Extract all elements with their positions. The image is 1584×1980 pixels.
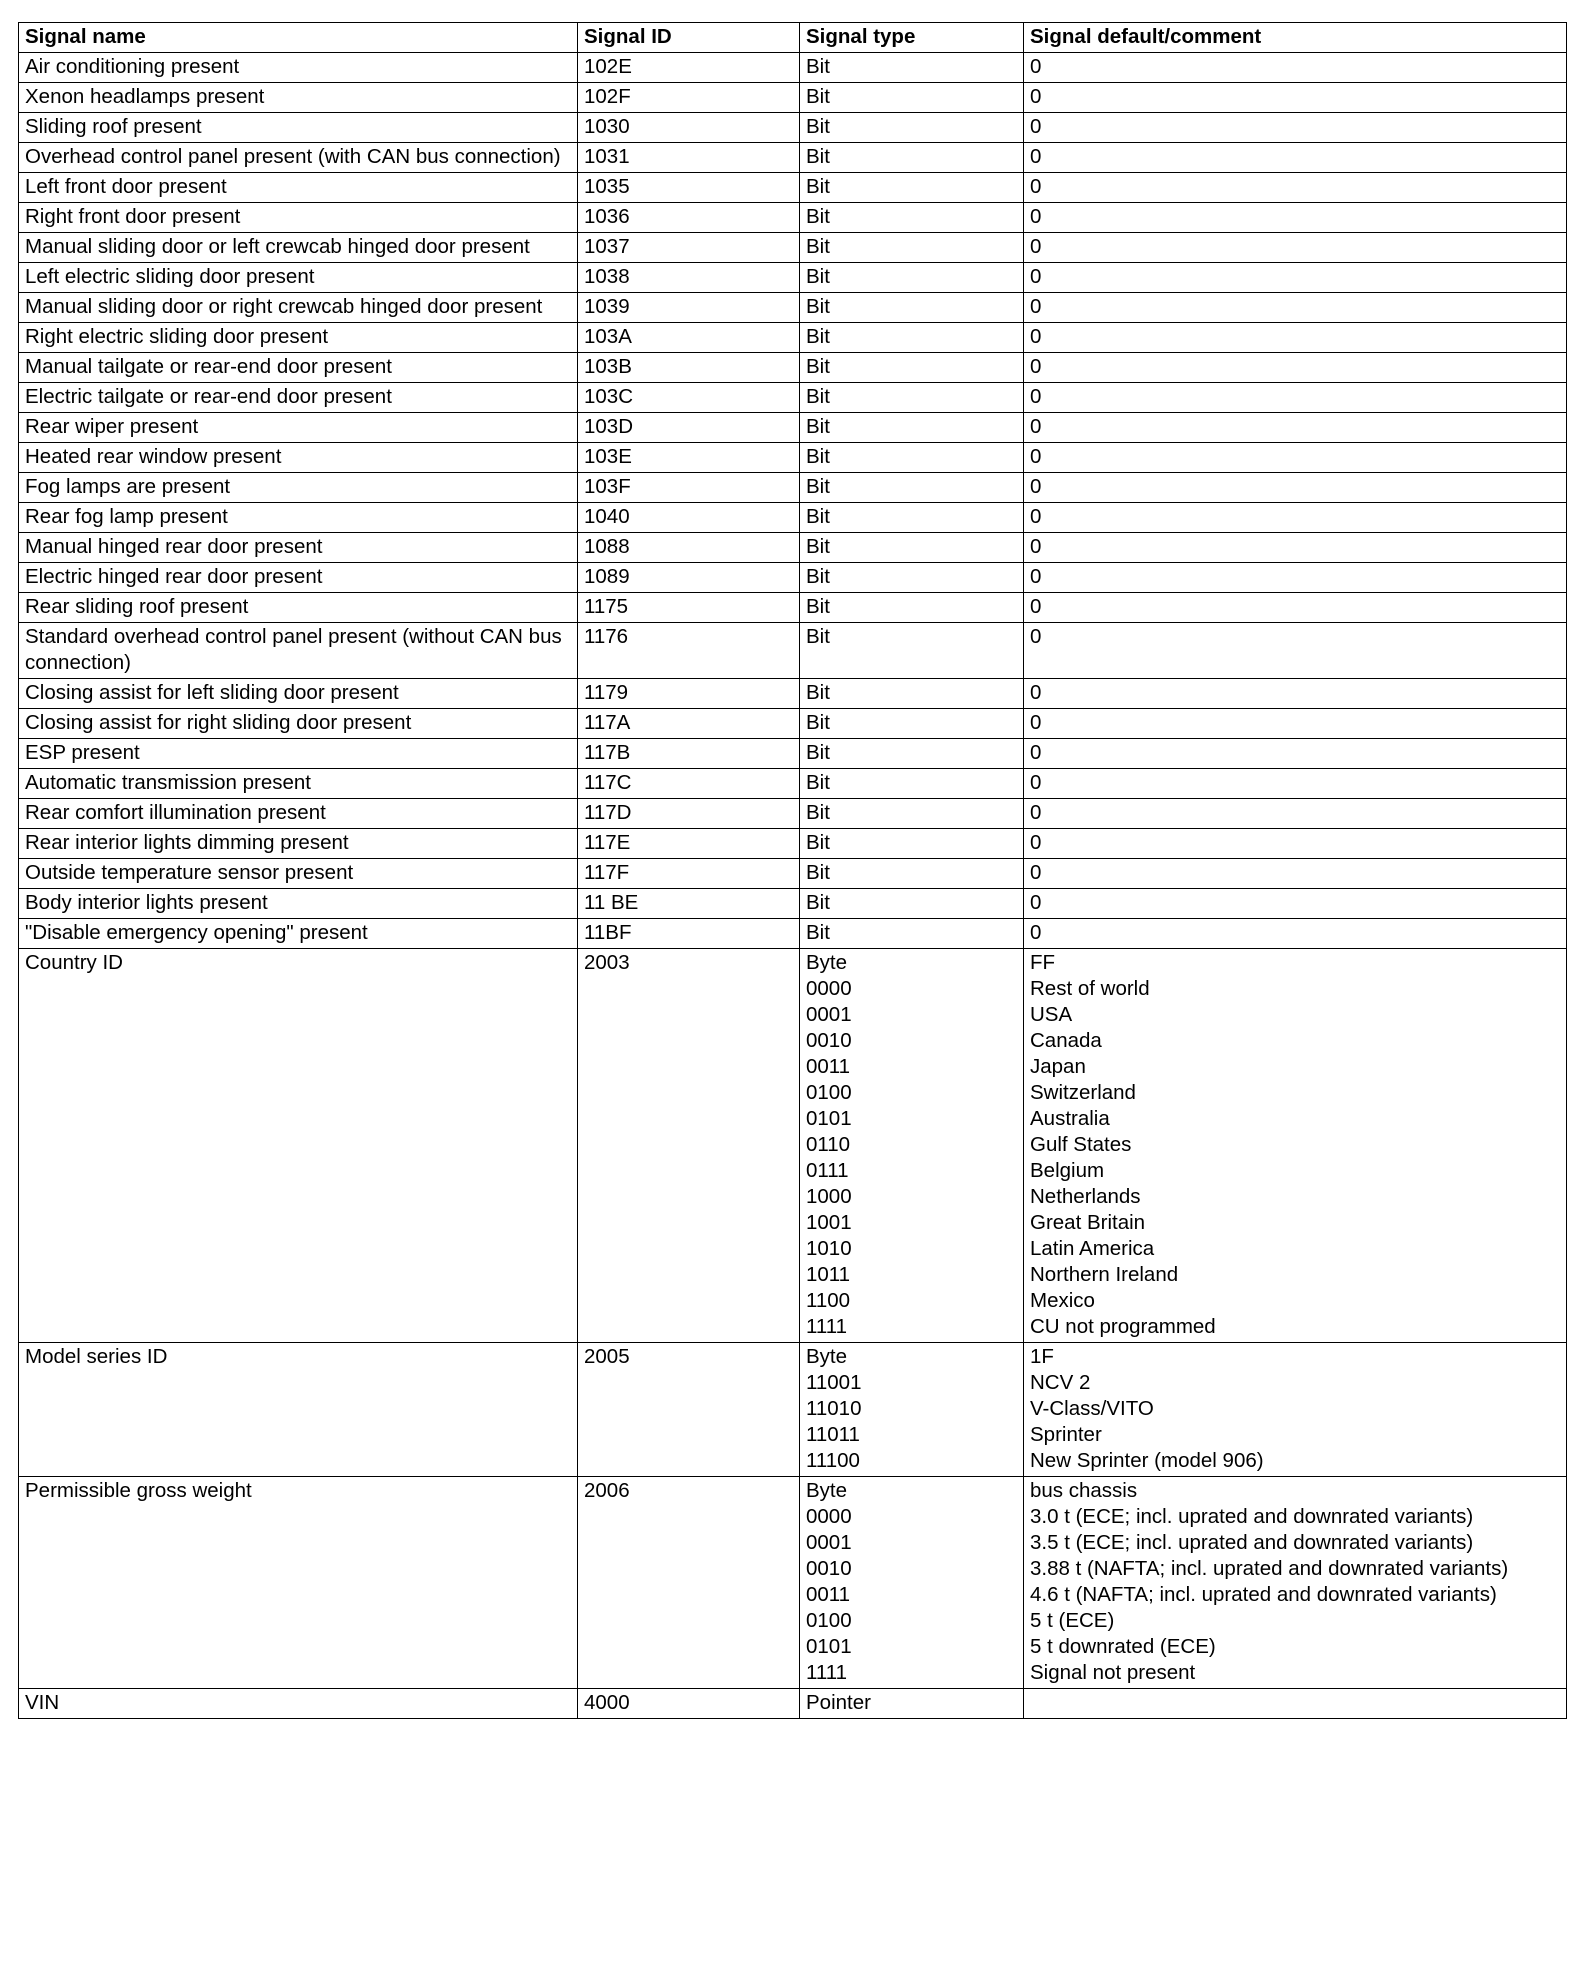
signal-comment-cell: 0 bbox=[1024, 83, 1567, 113]
table-row bbox=[19, 829, 1567, 859]
table-row bbox=[19, 233, 1567, 263]
signal-comment-cell: 0 bbox=[1024, 739, 1567, 769]
signal-type-cell: Bit bbox=[800, 889, 1024, 919]
signal-table bbox=[18, 22, 1567, 1719]
signal-type-cell: Bit bbox=[800, 113, 1024, 143]
table-row bbox=[19, 709, 1567, 739]
signal-name-cell: Standard overhead control panel present (without CAN bus connection) bbox=[19, 623, 578, 679]
signal-name-cell: "Disable emergency opening" present bbox=[19, 919, 578, 949]
column-header-signal-name: Signal name bbox=[19, 23, 578, 53]
signal-comment-cell: bus chassis 3.0 t (ECE; incl. uprated and downrated variants) 3.5 t (ECE; incl. uprated and downrated variants) 3.88 t (NAFTA; incl. uprated and downrated variants) 4.6 t (NAFTA; incl. uprated and downrated variants) 5 t (ECE) 5 t downrated (ECE) Signal not present bbox=[1024, 1477, 1567, 1689]
signal-id-cell: 2003 bbox=[578, 949, 800, 1343]
signal-name-cell: Closing assist for right sliding door present bbox=[19, 709, 578, 739]
signal-id-cell: 11 BE bbox=[578, 889, 800, 919]
signal-comment-cell: 0 bbox=[1024, 679, 1567, 709]
signal-comment-cell: 0 bbox=[1024, 263, 1567, 293]
signal-comment-cell: 0 bbox=[1024, 233, 1567, 263]
signal-id-cell: 1040 bbox=[578, 503, 800, 533]
signal-type-cell: Bit bbox=[800, 623, 1024, 679]
signal-id-cell: 1039 bbox=[578, 293, 800, 323]
table-row bbox=[19, 533, 1567, 563]
signal-name-cell: Sliding roof present bbox=[19, 113, 578, 143]
signal-comment-cell: 0 bbox=[1024, 473, 1567, 503]
table-row bbox=[19, 889, 1567, 919]
signal-id-cell: 1176 bbox=[578, 623, 800, 679]
signal-id-cell: 103D bbox=[578, 413, 800, 443]
table-row bbox=[19, 83, 1567, 113]
signal-comment-cell: 0 bbox=[1024, 709, 1567, 739]
signal-name-cell: Model series ID bbox=[19, 1343, 578, 1477]
table-header-row bbox=[19, 23, 1567, 53]
signal-comment-cell: 0 bbox=[1024, 443, 1567, 473]
signal-name-cell: Rear comfort illumination present bbox=[19, 799, 578, 829]
signal-id-cell: 1036 bbox=[578, 203, 800, 233]
signal-name-cell: Overhead control panel present (with CAN bus connection) bbox=[19, 143, 578, 173]
signal-table-page bbox=[18, 22, 1566, 1719]
signal-id-cell: 102F bbox=[578, 83, 800, 113]
table-row bbox=[19, 53, 1567, 83]
signal-id-cell: 1089 bbox=[578, 563, 800, 593]
signal-comment-cell: 0 bbox=[1024, 829, 1567, 859]
signal-type-cell: Bit bbox=[800, 679, 1024, 709]
table-row bbox=[19, 143, 1567, 173]
signal-type-cell: Bit bbox=[800, 203, 1024, 233]
signal-id-cell: 103B bbox=[578, 353, 800, 383]
table-row bbox=[19, 1477, 1567, 1689]
column-header-signal-id: Signal ID bbox=[578, 23, 800, 53]
signal-type-cell: Bit bbox=[800, 263, 1024, 293]
signal-name-cell: Automatic transmission present bbox=[19, 769, 578, 799]
signal-type-cell: Pointer bbox=[800, 1689, 1024, 1719]
signal-type-cell: Bit bbox=[800, 443, 1024, 473]
signal-comment-cell: 0 bbox=[1024, 799, 1567, 829]
column-header-signal-comment: Signal default/comment bbox=[1024, 23, 1567, 53]
table-row bbox=[19, 679, 1567, 709]
table-row bbox=[19, 443, 1567, 473]
table-row bbox=[19, 113, 1567, 143]
signal-type-cell: Bit bbox=[800, 233, 1024, 263]
signal-comment-cell: 0 bbox=[1024, 623, 1567, 679]
signal-name-cell: Body interior lights present bbox=[19, 889, 578, 919]
table-row bbox=[19, 769, 1567, 799]
signal-id-cell: 103E bbox=[578, 443, 800, 473]
signal-id-cell: 4000 bbox=[578, 1689, 800, 1719]
signal-comment-cell: 0 bbox=[1024, 143, 1567, 173]
signal-type-cell: Bit bbox=[800, 323, 1024, 353]
signal-id-cell: 1088 bbox=[578, 533, 800, 563]
signal-comment-cell: 0 bbox=[1024, 203, 1567, 233]
signal-id-cell: 2005 bbox=[578, 1343, 800, 1477]
table-row bbox=[19, 413, 1567, 443]
signal-type-cell: Bit bbox=[800, 413, 1024, 443]
table-row bbox=[19, 203, 1567, 233]
signal-comment-cell: 0 bbox=[1024, 533, 1567, 563]
signal-type-cell: Bit bbox=[800, 173, 1024, 203]
signal-comment-cell bbox=[1024, 1689, 1567, 1719]
signal-name-cell: Manual tailgate or rear-end door present bbox=[19, 353, 578, 383]
table-row bbox=[19, 173, 1567, 203]
signal-comment-cell: 0 bbox=[1024, 353, 1567, 383]
signal-id-cell: 1179 bbox=[578, 679, 800, 709]
signal-name-cell: Left electric sliding door present bbox=[19, 263, 578, 293]
signal-name-cell: Outside temperature sensor present bbox=[19, 859, 578, 889]
signal-type-cell: Byte 11001 11010 11011 11100 bbox=[800, 1343, 1024, 1477]
table-row bbox=[19, 323, 1567, 353]
signal-type-cell: Bit bbox=[800, 829, 1024, 859]
signal-name-cell: ESP present bbox=[19, 739, 578, 769]
signal-id-cell: 103F bbox=[578, 473, 800, 503]
signal-id-cell: 117C bbox=[578, 769, 800, 799]
signal-id-cell: 1175 bbox=[578, 593, 800, 623]
signal-name-cell: Right electric sliding door present bbox=[19, 323, 578, 353]
signal-comment-cell: 0 bbox=[1024, 769, 1567, 799]
signal-name-cell: Manual sliding door or left crewcab hinged door present bbox=[19, 233, 578, 263]
signal-type-cell: Bit bbox=[800, 83, 1024, 113]
signal-id-cell: 11BF bbox=[578, 919, 800, 949]
table-row bbox=[19, 1689, 1567, 1719]
signal-name-cell: Closing assist for left sliding door present bbox=[19, 679, 578, 709]
signal-comment-cell: 1F NCV 2 V-Class/VITO Sprinter New Sprinter (model 906) bbox=[1024, 1343, 1567, 1477]
signal-name-cell: Rear sliding roof present bbox=[19, 593, 578, 623]
signal-type-cell: Bit bbox=[800, 563, 1024, 593]
signal-type-cell: Bit bbox=[800, 919, 1024, 949]
signal-name-cell: Electric hinged rear door present bbox=[19, 563, 578, 593]
signal-name-cell: Rear fog lamp present bbox=[19, 503, 578, 533]
table-row bbox=[19, 859, 1567, 889]
signal-comment-cell: 0 bbox=[1024, 859, 1567, 889]
table-row bbox=[19, 949, 1567, 1343]
signal-id-cell: 1037 bbox=[578, 233, 800, 263]
signal-comment-cell: 0 bbox=[1024, 503, 1567, 533]
signal-name-cell: Right front door present bbox=[19, 203, 578, 233]
signal-name-cell: Xenon headlamps present bbox=[19, 83, 578, 113]
signal-comment-cell: 0 bbox=[1024, 383, 1567, 413]
signal-type-cell: Bit bbox=[800, 593, 1024, 623]
signal-name-cell: Rear interior lights dimming present bbox=[19, 829, 578, 859]
table-row bbox=[19, 473, 1567, 503]
signal-type-cell: Bit bbox=[800, 859, 1024, 889]
signal-id-cell: 1031 bbox=[578, 143, 800, 173]
signal-name-cell: Air conditioning present bbox=[19, 53, 578, 83]
table-row bbox=[19, 593, 1567, 623]
signal-name-cell: Permissible gross weight bbox=[19, 1477, 578, 1689]
signal-type-cell: Byte 0000 0001 0010 0011 0100 0101 0110 0111 1000 1001 1010 1011 1100 1111 bbox=[800, 949, 1024, 1343]
table-row bbox=[19, 563, 1567, 593]
table-body bbox=[19, 53, 1567, 1719]
signal-name-cell: Manual hinged rear door present bbox=[19, 533, 578, 563]
signal-id-cell: 1030 bbox=[578, 113, 800, 143]
signal-type-cell: Bit bbox=[800, 353, 1024, 383]
signal-comment-cell: 0 bbox=[1024, 563, 1567, 593]
signal-name-cell: Rear wiper present bbox=[19, 413, 578, 443]
signal-comment-cell: FF Rest of world USA Canada Japan Switzerland Australia Gulf States Belgium Netherlands Great Britain Latin America Northern Ireland Mexico CU not programmed bbox=[1024, 949, 1567, 1343]
signal-comment-cell: 0 bbox=[1024, 919, 1567, 949]
signal-type-cell: Bit bbox=[800, 533, 1024, 563]
signal-comment-cell: 0 bbox=[1024, 53, 1567, 83]
signal-type-cell: Bit bbox=[800, 769, 1024, 799]
signal-comment-cell: 0 bbox=[1024, 293, 1567, 323]
signal-name-cell: Country ID bbox=[19, 949, 578, 1343]
signal-comment-cell: 0 bbox=[1024, 593, 1567, 623]
signal-comment-cell: 0 bbox=[1024, 173, 1567, 203]
signal-type-cell: Bit bbox=[800, 799, 1024, 829]
signal-id-cell: 103C bbox=[578, 383, 800, 413]
signal-type-cell: Bit bbox=[800, 53, 1024, 83]
signal-id-cell: 117D bbox=[578, 799, 800, 829]
signal-comment-cell: 0 bbox=[1024, 889, 1567, 919]
signal-id-cell: 102E bbox=[578, 53, 800, 83]
signal-id-cell: 117E bbox=[578, 829, 800, 859]
signal-id-cell: 1035 bbox=[578, 173, 800, 203]
signal-name-cell: VIN bbox=[19, 1689, 578, 1719]
signal-type-cell: Bit bbox=[800, 503, 1024, 533]
signal-type-cell: Bit bbox=[800, 143, 1024, 173]
table-row bbox=[19, 919, 1567, 949]
signal-comment-cell: 0 bbox=[1024, 323, 1567, 353]
signal-comment-cell: 0 bbox=[1024, 113, 1567, 143]
signal-name-cell: Heated rear window present bbox=[19, 443, 578, 473]
signal-id-cell: 1038 bbox=[578, 263, 800, 293]
table-row bbox=[19, 739, 1567, 769]
signal-name-cell: Electric tailgate or rear-end door present bbox=[19, 383, 578, 413]
table-row bbox=[19, 383, 1567, 413]
signal-id-cell: 117F bbox=[578, 859, 800, 889]
signal-type-cell: Byte 0000 0001 0010 0011 0100 0101 1111 bbox=[800, 1477, 1024, 1689]
table-row bbox=[19, 353, 1567, 383]
table-row bbox=[19, 263, 1567, 293]
signal-type-cell: Bit bbox=[800, 709, 1024, 739]
signal-id-cell: 117B bbox=[578, 739, 800, 769]
signal-comment-cell: 0 bbox=[1024, 413, 1567, 443]
signal-id-cell: 103A bbox=[578, 323, 800, 353]
table-row bbox=[19, 623, 1567, 679]
signal-name-cell: Fog lamps are present bbox=[19, 473, 578, 503]
signal-id-cell: 117A bbox=[578, 709, 800, 739]
column-header-signal-type: Signal type bbox=[800, 23, 1024, 53]
signal-type-cell: Bit bbox=[800, 383, 1024, 413]
table-row bbox=[19, 293, 1567, 323]
signal-type-cell: Bit bbox=[800, 473, 1024, 503]
signal-type-cell: Bit bbox=[800, 293, 1024, 323]
table-row bbox=[19, 799, 1567, 829]
signal-id-cell: 2006 bbox=[578, 1477, 800, 1689]
signal-name-cell: Manual sliding door or right crewcab hinged door present bbox=[19, 293, 578, 323]
signal-name-cell: Left front door present bbox=[19, 173, 578, 203]
table-row bbox=[19, 1343, 1567, 1477]
signal-type-cell: Bit bbox=[800, 739, 1024, 769]
table-row bbox=[19, 503, 1567, 533]
